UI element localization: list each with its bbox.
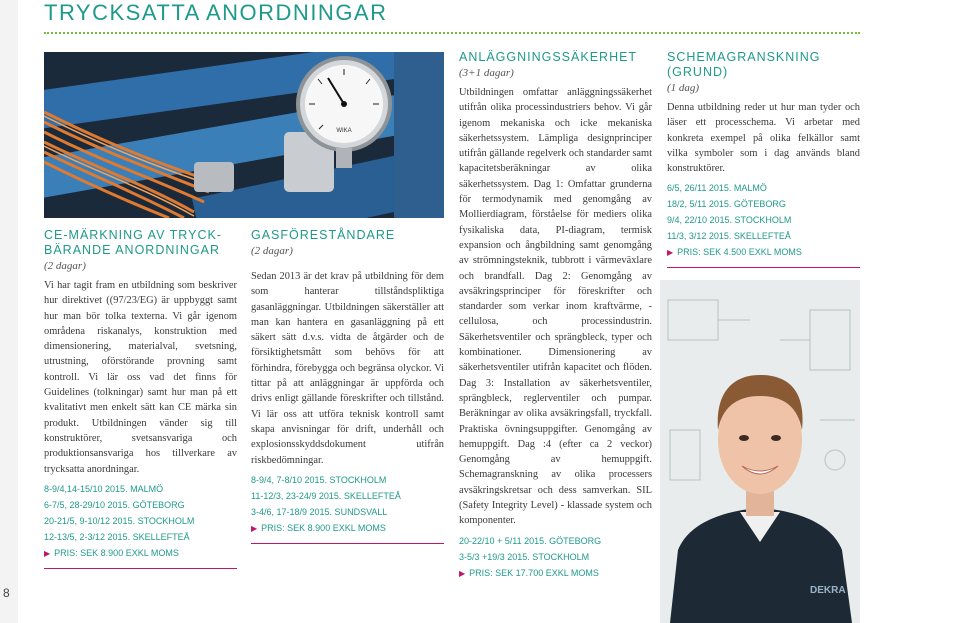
arrow-icon: ▶ [667,248,674,258]
schema-date: 11/3, 3/12 2015. SKELLEFTEÅ [667,231,791,242]
page-number: 8 [3,586,10,600]
anl-heading: ANLÄGGNINGSSÄKERHET [459,50,638,64]
ce-price [44,545,237,562]
ce-heading-line1: CE-MÄRKNING AV TRYCK- [44,228,222,242]
anl-price [459,565,652,582]
ce-divider [44,568,237,569]
anl-duration: (3+1 dagar) [459,67,514,79]
arrow-icon: ▶ [251,523,258,533]
page-margin-strip [0,0,18,623]
schema-divider [667,267,860,268]
anl-price-text: PRIS: SEK 17.700 EXKL MOMS [469,567,599,578]
gas-date: 11-12/3, 23-24/9 2015. SKELLEFTEÅ [251,490,401,501]
anl-date: 20-22/10 + 5/11 2015. GÖTEBORG [459,535,602,546]
schema-price-text: PRIS: SEK 4.500 EXKL MOMS [677,247,802,258]
gas-price [251,520,444,537]
gauge-brand: WIKA [336,128,352,134]
ce-price-text: PRIS: SEK 8.900 EXKL MOMS [54,547,179,558]
schema-heading-line2: (GRUND) [667,65,729,79]
ce-date: 12-13/5, 2-3/12 2015. SKELLEFTEÅ [44,531,190,542]
ce-date: 20-21/5, 9-10/12 2015. STOCKHOLM [44,515,195,526]
arrow-icon: ▶ [44,548,51,558]
ce-dates [44,481,237,545]
schema-price [667,244,860,261]
anl-dates [459,533,652,565]
schema-section [667,50,860,268]
page-title: TRYCKSATTA ANORDNINGAR [44,0,388,25]
schema-date: 6/5, 26/11 2015. MALMÖ [667,183,767,194]
gas-duration: (2 dagar) [251,245,293,257]
title-divider [44,32,860,34]
gas-body: Sedan 2013 är det krav på utbildning för dem som hanterar tillståndspliktiga gasanläggningar. Utbildningen säkerställer att man kan hantera en gasanläggning på ett säkert sätt d.v.s. vidta de åtgärder och de försiktighetsmått som behövs för att förhindra, förebygga och begränsa olyckor. Vi tittar på att anläggningar är uppförda och drivs enligt gällande föreskrifter och tillstånd. Vi lär oss att utföra teknisk kontroll samt skapa anvisningar för drift, underhåll och explosionsskyddsdokument utifrån riskbedömningar. [251,271,444,466]
gas-date: 8-9/4, 7-8/10 2015. STOCKHOLM [251,474,387,485]
ce-date: 6-7/5, 28-29/10 2015. GÖTEBORG [44,499,185,510]
schema-body: Denna utbildning reder ut hur man tyder och läser ett processchema. Vi arbetar med konkreta exempel på olika felkällor samt vilka symboler som i dag används bland konstruktörer. [667,102,860,175]
ce-duration: (2 dagar) [44,260,86,272]
schema-duration: (1 dag) [667,82,700,94]
arrow-icon: ▶ [459,568,466,578]
schema-date: 18/2, 5/11 2015. GÖTEBORG [667,199,786,210]
anl-body: Utbildningen omfattar anläggningssäkerhet utifrån olika processindustriers behov. Vi går igenom mekaniska och icke mekaniska säkerhetssystem. Lämpliga designprinciper utifrån gällande regelverk och standarder samt kapacitetsberäkningar av olika säkerhetssystem. Dag 1: Omfattar grunderna för termodynamik med genomgång av Mollierdiagram, förståelse för mediers olika fysikaliska data, PI-diagram, termisk expansion och ångbildning samt genomgång av strömningsteknik, tubbrott i värmeväxlare och brandfall. Dag 2: Genomgång av avsäkringsprinciper för föreskrifter och standarder som verkar inom kraftvärme, -cellulosa, och processindustrin. Säkerhetsventiler och sprängbleck, typer och kombinationer. Dimensionering av säkerhetsventiler utifrån kapacitet och flöden. Dag 3: Installation av säkerhetsventiler, sprängbleck, reglerventiler och pumpar. Beräkningar av olika avsäkringsfall, tryckfall. Praktiska övningsuppgifter. Genomgång av hemuppgift. Dag :4 (efter ca 2 veckor) Genomgång av hemuppgift. Schemagranskning av olika processers avsäkringskretsar och dess samverkan. SIL (Safety Integrity Level) - klassade system och komponenter. [459,87,653,527]
shirt-logo: DEKRA [810,585,846,596]
schema-dates [667,180,860,244]
gas-divider [251,543,444,544]
ce-heading-line2: BÄRANDE ANORDNINGAR [44,243,220,257]
anl-section [459,50,652,582]
gas-dates [251,472,444,520]
gas-price-text: PRIS: SEK 8.900 EXKL MOMS [261,522,386,533]
anl-date: 3-5/3 +19/3 2015. STOCKHOLM [459,551,590,562]
ce-section [44,228,237,569]
industrial-pipes-photo [44,52,444,218]
schema-date: 9/4, 22/10 2015. STOCKHOLM [667,215,792,226]
schema-heading-line1: SCHEMAGRANSKNING [667,50,821,64]
ce-date: 8-9/4,14-15/10 2015. MALMÖ [44,483,164,494]
ce-body: Vi har tagit fram en utbildning som beskriver hur direktivet ((97/23/EG) är uppbyggt samt hur man bör tolka texterna. Vi går igenom områdena riskanalys, konstruktion med dimensionering, materialval, svetsning, utrustning, oförstörande provning samt kontroll. Vi lär oss vad det finns för Guidelines (tolkningar) samt hur man på ett kvalitativt men enkelt sätt kan CE märka sin produkt. Utbildningen vänder sig till konstruktörer, svetsansvariga och produktionsansvariga hos tillverkare av trycksatta anordningar. [44,280,237,475]
portrait-photo [660,280,860,623]
gas-section [251,228,444,544]
gas-date: 3-4/6, 17-18/9 2015. SUNDSVALL [251,506,388,517]
gas-heading: GASFÖRESTÅNDARE [251,228,396,242]
